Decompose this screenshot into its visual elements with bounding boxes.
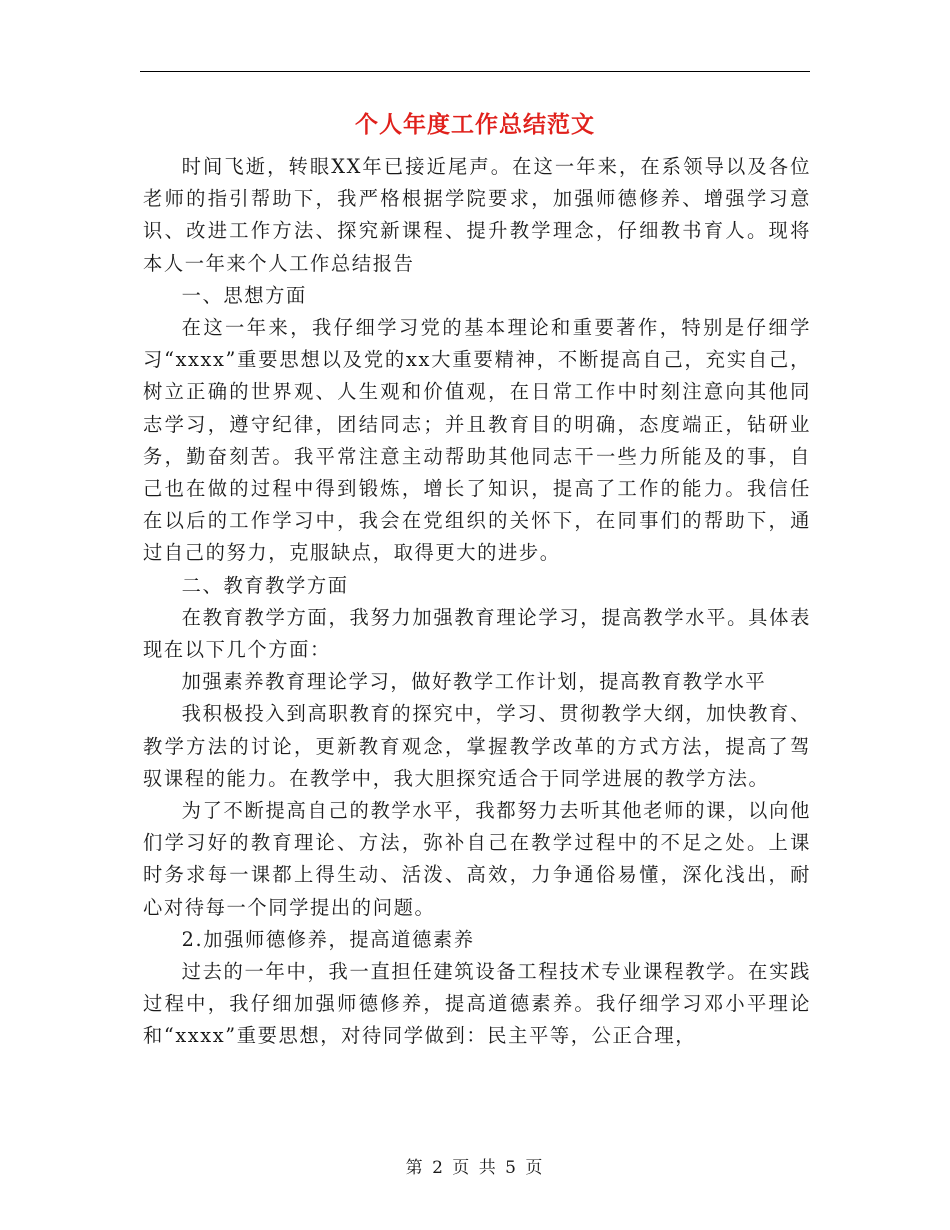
header-rule bbox=[140, 71, 810, 72]
subheading-ethics: 2.加强师德修养，提高道德素养 bbox=[181, 927, 475, 951]
paragraph-teaching-intro: 在教育教学方面，我努力加强教育理论学习，提高教学水平。具体表现在以下几个方面： bbox=[143, 605, 811, 662]
paragraph-improve-teaching: 为了不断提高自己的教学水平，我都努力去听其他老师的课，以向他们学习好的教育理论、方法，弥补自己在教学过程中的不足之处。上课时务求每一课都上得生动、活泼、高效，力争通俗易懂，深化浅出，耐心对待每一个同学提出的问题。 bbox=[143, 799, 811, 919]
section-heading-thought: 一、思想方面 bbox=[181, 283, 307, 307]
document-title: 个人年度工作总结范文 bbox=[355, 111, 595, 138]
paragraph-ethics: 过去的一年中，我一直担任建筑设备工程技术专业课程教学。在实践过程中，我仔细加强师德修养，提高道德素养。我仔细学习邓小平理论和“xxxx”重要思想，对待同学做到：民主平等，公正合理， bbox=[143, 960, 811, 1048]
document-body bbox=[143, 151, 811, 1053]
subheading-theory-study: 加强素养教育理论学习，做好教学工作计划，提高教育教学水平 bbox=[181, 670, 767, 694]
paragraph-theory-study: 我积极投入到高职教育的探究中，学习、贯彻教学大纲，加快教育、教学方法的讨论，更新教育观念，掌握教学改革的方式方法，提高了驾驭课程的能力。在教学中，我大胆探究适合于同学进展的教学方法。 bbox=[143, 702, 811, 790]
page-number: 第 2 页 共 5 页 bbox=[405, 1158, 545, 1178]
paragraph-intro: 时间飞逝，转眼XX年已接近尾声。在这一年来，在系领导以及各位老师的指引帮助下，我严格根据学院要求，加强师德修养、增强学习意识、改进工作方法、探究新课程、提升教学理念，仔细教书育人。现将本人一年来个人工作总结报告 bbox=[143, 155, 811, 275]
section-heading-teaching: 二、教育教学方面 bbox=[181, 573, 349, 597]
paragraph-thought: 在这一年来，我仔细学习党的基本理论和重要著作，特别是仔细学习“xxxx”重要思想以及党的xx大重要精神，不断提高自己，充实自己，树立正确的世界观、人生观和价值观，在日常工作中时刻注意向其他同志学习，遵守纪律，团结同志；并且教育目的明确，态度端正，钻研业务，勤奋刻苦。我平常注意主动帮助其他同志干一些力所能及的事，自己也在做的过程中得到锻炼，增长了知识，提高了工作的能力。我信任在以后的工作学习中，我会在党组织的关怀下，在同事们的帮助下，通过自己的努力，克服缺点，取得更大的进步。 bbox=[143, 316, 811, 565]
